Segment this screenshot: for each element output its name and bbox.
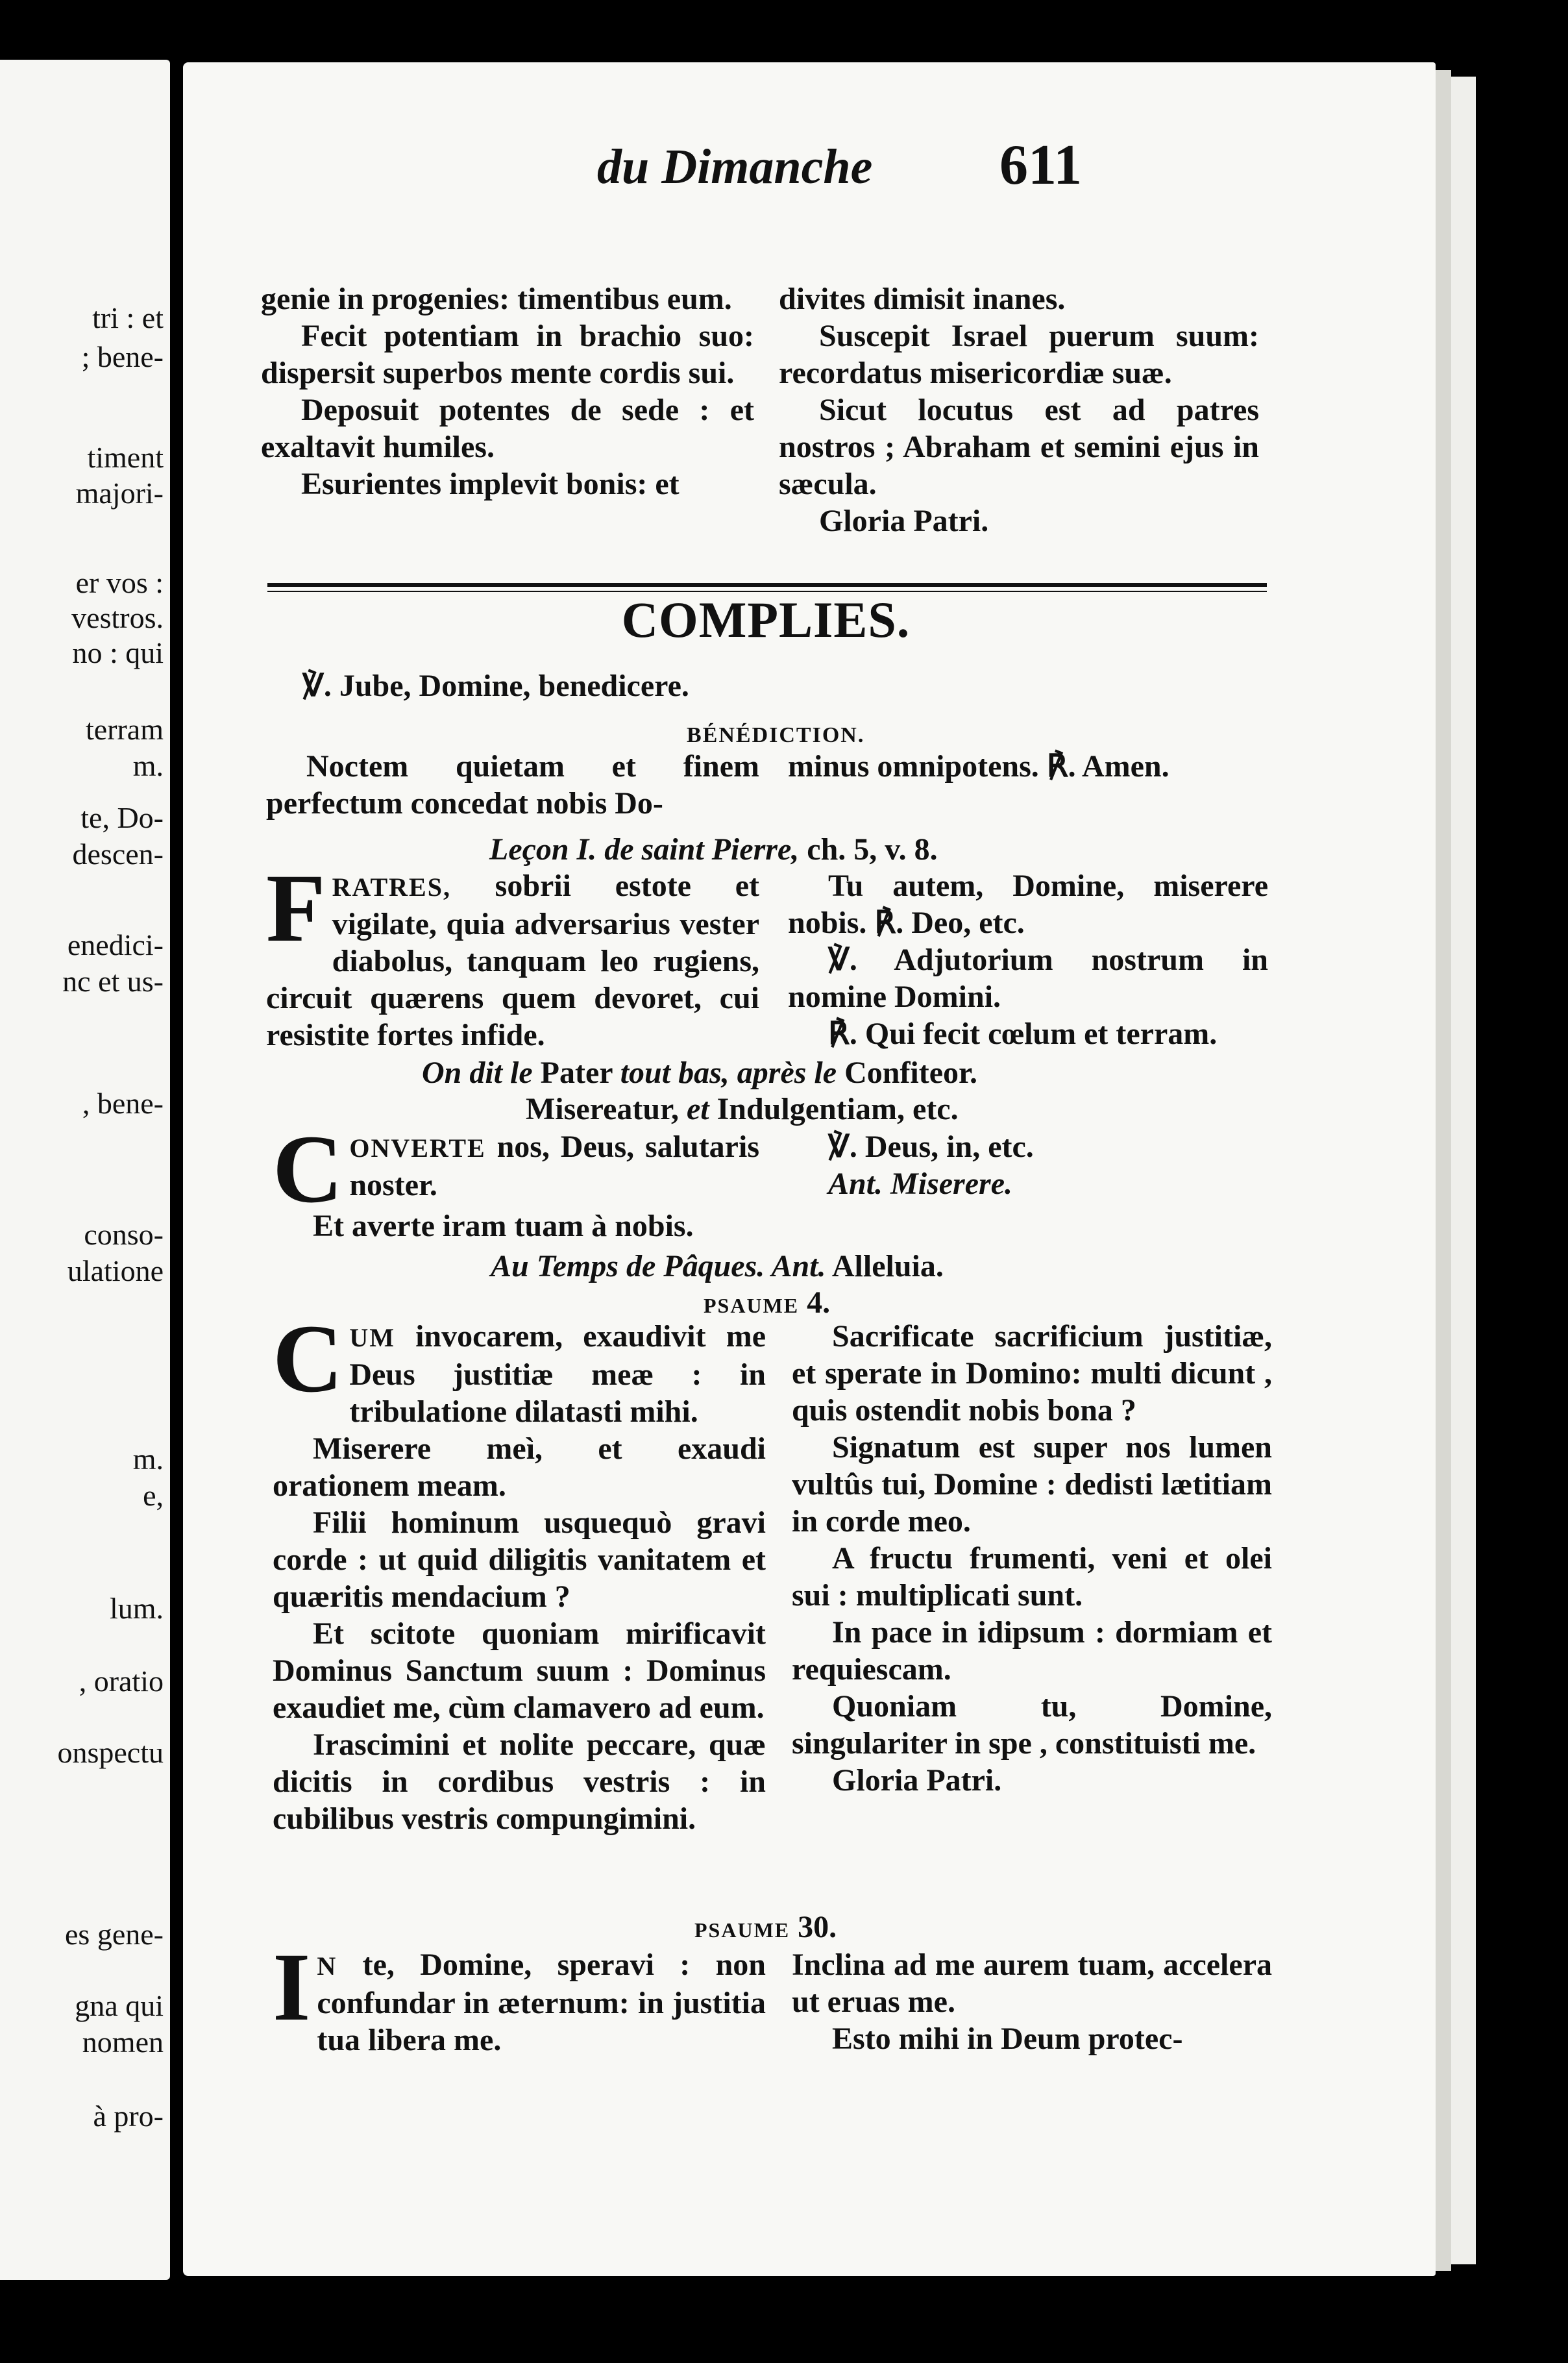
- drop-cap: F: [266, 854, 326, 962]
- benediction-text: minus omnipotens. ℟. Amen.: [788, 749, 1170, 784]
- verse: Inclina ad me aurem tuam, accelera ut eruas me.: [792, 1948, 1272, 2019]
- facing-fragment: no : qui: [72, 636, 164, 669]
- lecon-chapter: ch. 5, v. 8.: [799, 832, 938, 867]
- small-caps-opening: UM: [349, 1323, 395, 1352]
- facing-fragment: conso-: [84, 1218, 164, 1251]
- facing-fragment: à pro-: [93, 2099, 164, 2133]
- section-rule: [267, 583, 1267, 587]
- verse: divites dimisit inanes.: [779, 282, 1066, 316]
- verse: Suscepit Israel puerum suum: recordatus misericordiæ suæ.: [779, 319, 1259, 390]
- drop-cap: C: [273, 1115, 343, 1223]
- psalm-30-left-column: [273, 1933, 766, 2059]
- facing-fragment: , bene-: [82, 1087, 164, 1120]
- magnificat-left-column: [261, 280, 754, 502]
- benediction-left: [266, 748, 759, 822]
- facing-fragment: timent: [87, 441, 164, 474]
- psalm-label: PSAUME: [694, 1918, 790, 1942]
- verse: Irascimini et nolite peccare, quæ dicitis in cordibus vestris : in cubilibus vestris compungimini.: [273, 1727, 766, 1836]
- small-caps-opening: ONVERTE: [349, 1133, 486, 1163]
- converte-responses: [788, 1128, 1268, 1202]
- misereatur-rubric: [526, 1091, 959, 1128]
- small-caps-opening: N: [317, 1951, 337, 1981]
- psalm-number: 4.: [799, 1285, 831, 1320]
- facing-fragment: , oratio: [79, 1664, 164, 1698]
- psalm-30-right-column: [792, 1946, 1272, 2057]
- verse: In pace in idipsum : dormiam et requiescam.: [792, 1615, 1272, 1687]
- verse: te, Domine, speravi : non confundar in æternum: in justitia tua libera me.: [317, 1948, 766, 2057]
- page-number: 611: [999, 134, 1083, 197]
- running-title: du Dimanche: [597, 140, 873, 194]
- rubric-plain: Indulgentiam, etc.: [709, 1092, 959, 1126]
- verse: Miserere meì, et exaudi orationem meam.: [273, 1431, 766, 1503]
- rubric-italic: et: [686, 1092, 709, 1126]
- psalm-4-left-column: [273, 1305, 766, 1837]
- paques-rubric: [491, 1248, 944, 1285]
- pater-rubric: [422, 1054, 977, 1091]
- verse: genie in progenies: timentibus eum.: [261, 282, 732, 316]
- rubric-italic: Au Temps de Pâques. Ant.: [491, 1249, 826, 1283]
- verse: Fecit potentiam in brachio suo: dispersit superbos mente cordis sui.: [261, 319, 754, 390]
- lecon-reference: Leçon I. de saint Pierre,: [489, 832, 800, 867]
- facing-fragment: nomen: [82, 2025, 164, 2059]
- facing-fragment: terram: [85, 713, 164, 746]
- antiphon: Ant. Miserere.: [828, 1167, 1013, 1201]
- response: ℣. Deus, in, etc.: [828, 1130, 1034, 1164]
- verse: Signatum est super nos lumen vultûs tui, Domine : dedisti lætitiam in corde meo.: [792, 1430, 1272, 1539]
- verse: Deposuit potentes de sede : et exaltavit humiles.: [261, 393, 754, 464]
- lesson-text: sobrii estote et vigilate, quia adversarius vester diabolus, tanquam leo rugiens, circuit quærens quem devoret, cui resistite fortes infide.: [266, 869, 759, 1052]
- lecon-heading: [489, 831, 938, 868]
- facing-fragment: gna qui: [75, 1989, 164, 2022]
- facing-fragment: enedici-: [67, 928, 164, 961]
- drop-cap: I: [273, 1933, 311, 2041]
- facing-fragment: m.: [132, 749, 164, 782]
- versicle-text: nos, Deus, salutaris noster.: [349, 1130, 759, 1202]
- facing-page: [0, 60, 170, 2280]
- verse: Gloria Patri.: [832, 1763, 1002, 1798]
- verse: A fructu frumenti, veni et olei sui : multiplicati sunt.: [792, 1541, 1272, 1613]
- response: Tu autem, Domine, miserere nobis. ℟. Deo, etc.: [788, 869, 1268, 940]
- facing-fragment: ulatione: [67, 1254, 164, 1287]
- psalm-30-label: [694, 1909, 837, 1949]
- rubric-plain: Misereatur,: [526, 1092, 687, 1126]
- facing-fragment: es gene-: [65, 1918, 164, 1951]
- benediction-text: Noctem quietam et finem perfectum concedat nobis Do-: [266, 749, 759, 821]
- verse: Sacrificate sacrificium justitiæ, et sperate in Domino: multi dicunt , quis ostendit nobis bona ?: [792, 1319, 1272, 1428]
- psalm-number: 30.: [790, 1910, 837, 1944]
- page-edge: [1451, 77, 1476, 2264]
- psalm-label: PSAUME: [704, 1294, 800, 1317]
- benediction-label: BÉNÉDICTION.: [687, 723, 865, 747]
- rubric-italic: On dit le: [422, 1056, 533, 1090]
- verse: Esto mihi in Deum protec-: [832, 2022, 1183, 2056]
- benediction-right: [788, 748, 1268, 785]
- facing-fragment: er vos :: [75, 566, 164, 599]
- verse: Quoniam tu, Domine, singulariter in spe , constituisti me.: [792, 1689, 1272, 1761]
- verse: Esurientes implevit bonis: et: [301, 467, 680, 501]
- page-edge: [1436, 70, 1451, 2271]
- rubric-plain: Confiteor.: [837, 1056, 977, 1090]
- facing-fragment: vestros.: [71, 601, 164, 634]
- facing-fragment: tri : et: [92, 301, 164, 334]
- response: ℟. Qui fecit cœlum et terram.: [828, 1017, 1218, 1051]
- facing-fragment: onspectu: [57, 1736, 164, 1769]
- verse: invocarem, exaudivit me Deus justitiæ meæ : in tribulatione dilatasti mihi.: [349, 1319, 766, 1429]
- small-caps-opening: RATRES,: [332, 872, 451, 902]
- response: ℣. Adjutorium nostrum in nomine Domini.: [788, 943, 1268, 1014]
- section-title: COMPLIES.: [621, 591, 911, 648]
- fratres-paragraph: [266, 854, 759, 1054]
- verse: Sicut locutus est ad patres nostros ; Abraham et semini ejus in sæcula.: [779, 393, 1259, 501]
- facing-fragment: majori-: [75, 476, 164, 510]
- facing-fragment: lum.: [109, 1592, 164, 1625]
- facing-fragment: te, Do-: [80, 801, 164, 834]
- fratres-responses: [788, 867, 1268, 1052]
- verse: Et scitote quoniam mirificavit Dominus Sanctum suum : Dominus exaudiet me, cùm clamavero ad eum.: [273, 1616, 766, 1725]
- rubric-plain: Alleluia.: [826, 1249, 944, 1283]
- versicle-text: Et averte iram tuam à nobis.: [313, 1209, 694, 1243]
- facing-fragment: m.: [132, 1442, 164, 1476]
- facing-fragment: ; bene-: [81, 340, 164, 373]
- facing-fragment: e,: [143, 1479, 164, 1512]
- converte-paragraph: [273, 1115, 759, 1244]
- verse: Gloria Patri.: [819, 504, 989, 538]
- drop-cap: C: [273, 1305, 343, 1413]
- rubric-plain: Pater: [532, 1056, 620, 1090]
- facing-fragment: descen-: [72, 837, 164, 871]
- psalm-4-right-column: [792, 1318, 1272, 1799]
- facing-fragment: nc et us-: [62, 965, 164, 998]
- magnificat-right-column: [779, 280, 1259, 539]
- rubric-italic: tout bas, après le: [620, 1056, 837, 1090]
- verse: Filii hominum usquequò gravi corde : ut quid diligitis vanitatem et quæritis mendacium ?: [273, 1505, 766, 1614]
- versicle-jube: ℣. Jube, Domine, benedicere.: [302, 669, 689, 703]
